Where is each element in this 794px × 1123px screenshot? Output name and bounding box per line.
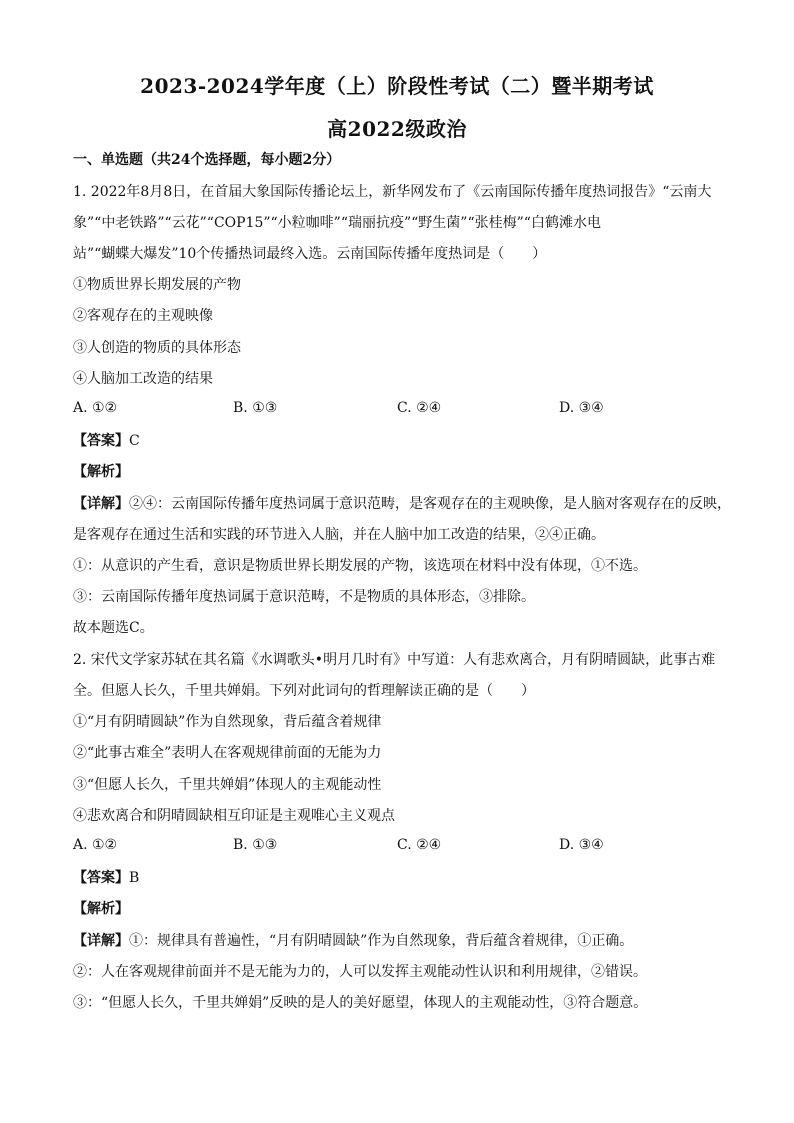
q1-stem-line-3: 站”“蝴蝶大爆发”10个传播热词最终入选。云南国际传播年度热词是（ ） xyxy=(73,246,547,262)
q1-statement-2: ②客观存在的主观映像 xyxy=(73,308,213,324)
q1-statement-1: ①物质世界长期发展的产物 xyxy=(73,277,241,293)
q2-detail-tag: 【详解】 xyxy=(73,933,129,949)
q1-options xyxy=(73,400,733,420)
q1-option-d: D. ③④ xyxy=(559,400,604,416)
q2-options xyxy=(73,837,733,857)
q2-option-d: D. ③④ xyxy=(559,837,604,853)
q1-answer-value: C xyxy=(129,433,140,449)
q1-detail-tag: 【详解】 xyxy=(73,496,129,512)
q1-detail-line-4: ③：云南国际传播年度热词属于意识范畴，不是物质的具体形态，③排除。 xyxy=(73,589,535,605)
q2-stem-line-1: 2. 宋代文学家苏轼在其名篇《水调歌头•明月几时有》中写道：人有悲欢离合，月有阴晴圆缺，此事古难 xyxy=(73,652,716,668)
q1-option-c: C. ②④ xyxy=(397,400,442,416)
q2-option-a: A. ①② xyxy=(73,837,118,853)
exam-subtitle: 高2022级政治 xyxy=(327,117,467,141)
exam-title: 2023-2024学年度（上）阶段性考试（二）暨半期考试 xyxy=(140,74,654,98)
q1-detail-text-1: ②④：云南国际传播年度热词属于意识范畴，是客观存在的主观映像，是人脑对客观存在的反映， xyxy=(129,496,731,512)
q2-answer-value: B xyxy=(129,870,140,886)
q2-statement-1: ①“月有阴晴圆缺”作为自然现象，背后蕴含着规律 xyxy=(73,714,382,730)
q2-answer xyxy=(73,868,733,888)
section-heading: 一、单选题（共24个选择题，每小题2分） xyxy=(73,152,341,168)
q1-answer-tag: 【答案】 xyxy=(73,433,129,449)
q1-answer xyxy=(73,431,733,451)
q2-answer-tag: 【答案】 xyxy=(73,870,129,886)
q1-statement-4: ④人脑加工改造的结果 xyxy=(73,371,213,387)
q1-conclusion: 故本题选C。 xyxy=(73,620,154,636)
q1-detail-line-2: 是客观存在通过生活和实践的环节进入人脑，并在人脑中加工改造的结果，②④正确。 xyxy=(73,527,605,543)
q2-stem-line-2: 全。但愿人长久，千里共婵娟。下列对此词句的哲理解读正确的是（ ） xyxy=(73,683,535,699)
q2-detail-text-1: ①：规律具有普遍性，“月有阴晴圆缺”作为自然现象，背后蕴含着规律，①正确。 xyxy=(129,933,634,949)
q2-detail-line-1 xyxy=(73,931,733,951)
q1-stem-line-2: 象”“中老铁路”“云花”“COP15”“小粒咖啡”“瑞丽抗疫”“野生菌”“张桂梅”“白鹤滩水电 xyxy=(73,215,601,231)
q2-statement-4: ④悲欢离合和阴晴圆缺相互印证是主观唯心主义观点 xyxy=(73,808,395,824)
q1-detail-line-3: ①：从意识的产生看，意识是物质世界长期发展的产物，该选项在材料中没有体现，①不选。 xyxy=(73,558,647,574)
q2-analysis-tag: 【解析】 xyxy=(73,901,129,917)
q2-statement-2: ②“此事古难全”表明人在客观规律前面的无能为力 xyxy=(73,745,382,761)
q1-option-a: A. ①② xyxy=(73,400,118,416)
q2-statement-3: ③“但愿人长久，千里共婵娟”体现人的主观能动性 xyxy=(73,777,382,793)
q1-option-b: B. ①③ xyxy=(233,400,278,416)
q1-analysis-tag: 【解析】 xyxy=(73,464,129,480)
q1-stem-line-1: 1. 2022年8月8日，在首届大象国际传播论坛上，新华网发布了《云南国际传播年度热词报告》“云南大 xyxy=(73,184,712,200)
q2-detail-line-2: ②：人在客观规律前面并不是无能为力的，人可以发挥主观能动性认识和利用规律，②错误。 xyxy=(73,964,647,980)
q2-detail-line-3: ③：“但愿人长久，千里共婵娟”反映的是人的美好愿望，体现人的主观能动性，③符合题意。 xyxy=(73,995,648,1011)
q2-option-b: B. ①③ xyxy=(233,837,278,853)
q1-detail-line-1 xyxy=(73,494,733,514)
q1-statement-3: ③人创造的物质的具体形态 xyxy=(73,340,241,356)
q2-option-c: C. ②④ xyxy=(397,837,442,853)
